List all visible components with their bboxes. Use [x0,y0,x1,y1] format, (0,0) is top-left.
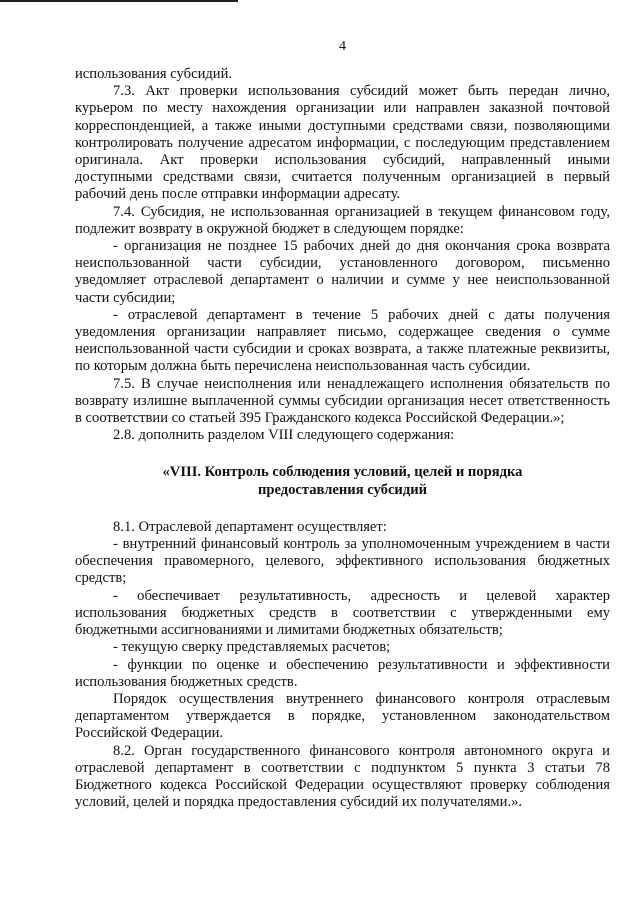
section-heading-line-2: предоставления субсидий [257,481,428,498]
list-item-effectiveness: - обеспечивает результативность, адресность и целевой характер использования бюджетных средств в соответствии с утвержденными ему бюджетными ассигнованиями и лимитами бюджетных обязательств; [75,587,610,639]
list-item-notice: - организация не позднее 15 рабочих дней до дня окончания срока возврата неиспользованной части субсидии, установленного договором, письменно уведомляет отраслевой департамент о наличии и сумме у нее неиспользованной части субсидии; [75,238,610,306]
paragraph-continuation: использования субсидий. [75,66,233,82]
paragraph-8-1: 8.1. Отраслевой департамент осуществляет: [113,518,387,535]
list-item-letter: - отраслевой департамент в течение 5 рабочих дней с даты получения уведомления организации направляет письмо, содержащее сведения о сумме неиспользованной части субсидии и сроках возврата, а также платежные реквизиты, по которым должна быть перечислена неиспользованная часть субсидии. [75,306,610,375]
page-number: 4 [339,39,346,54]
paragraph-control-procedure: Порядок осуществления внутреннего финансового контроля отраслевым департаментом утверждается в порядке, установленном законодательством Российской Федерации. [75,690,610,742]
list-item-internal-control: - внутренний финансовый контроль за уполномоченным учреждением в части обеспечения правомерного, целевого, эффективного использования бюджетных средств; [75,536,610,587]
paragraph-7-4: 7.4. Субсидия, не использованная организацией в текущем финансовом году, подлежит возврату в окружной бюджет в следующем порядке: [75,203,610,237]
paragraph-7-3: 7.3. Акт проверки использования субсидий может быть передан лично, курьером по месту нахождения организации или направлен заказной почтовой корреспонденцией, а также иными доступными средствами связи, позволяющими контролировать получение адресатом информации, с последующим представлением оригинала. Акт проверки использования субсидий, направленный иными доступными средствами связи, считается полученным организацией в первый рабочий день после отправки информации адресату. [75,83,610,203]
paragraph-8-2: 8.2. Орган государственного финансового контроля автономного округа и отраслевой департамент в соответствии с подпунктом 5 пункта 3 статьи 78 Бюджетного кодекса Российской Федерации осуществляют проверку соблюдения условий, целей и порядка предоставления субсидий их получателями.». [75,742,610,811]
document-body [75,66,610,811]
top-rule [0,0,238,2]
list-item-functions: - функции по оценке и обеспечению результативности и эффективности использования бюджетных средств. [75,656,610,690]
list-item-reconciliation: - текущую сверку представляемых расчетов; [113,639,391,656]
section-heading [75,464,610,498]
paragraph-2-8: 2.8. дополнить разделом VIII следующего содержания: [113,427,455,444]
paragraph-7-5: 7.5. В случае неисполнения или ненадлежащего исполнения обязательств по возврату излишне выплаченной суммы субсидии организация несет ответственность в соответствии со статьей 395 Гражданского кодекса Российской Федерации.»; [75,375,610,427]
section-heading-line-1: «VIII. Контроль соблюдения условий, целей и порядка [162,464,523,481]
